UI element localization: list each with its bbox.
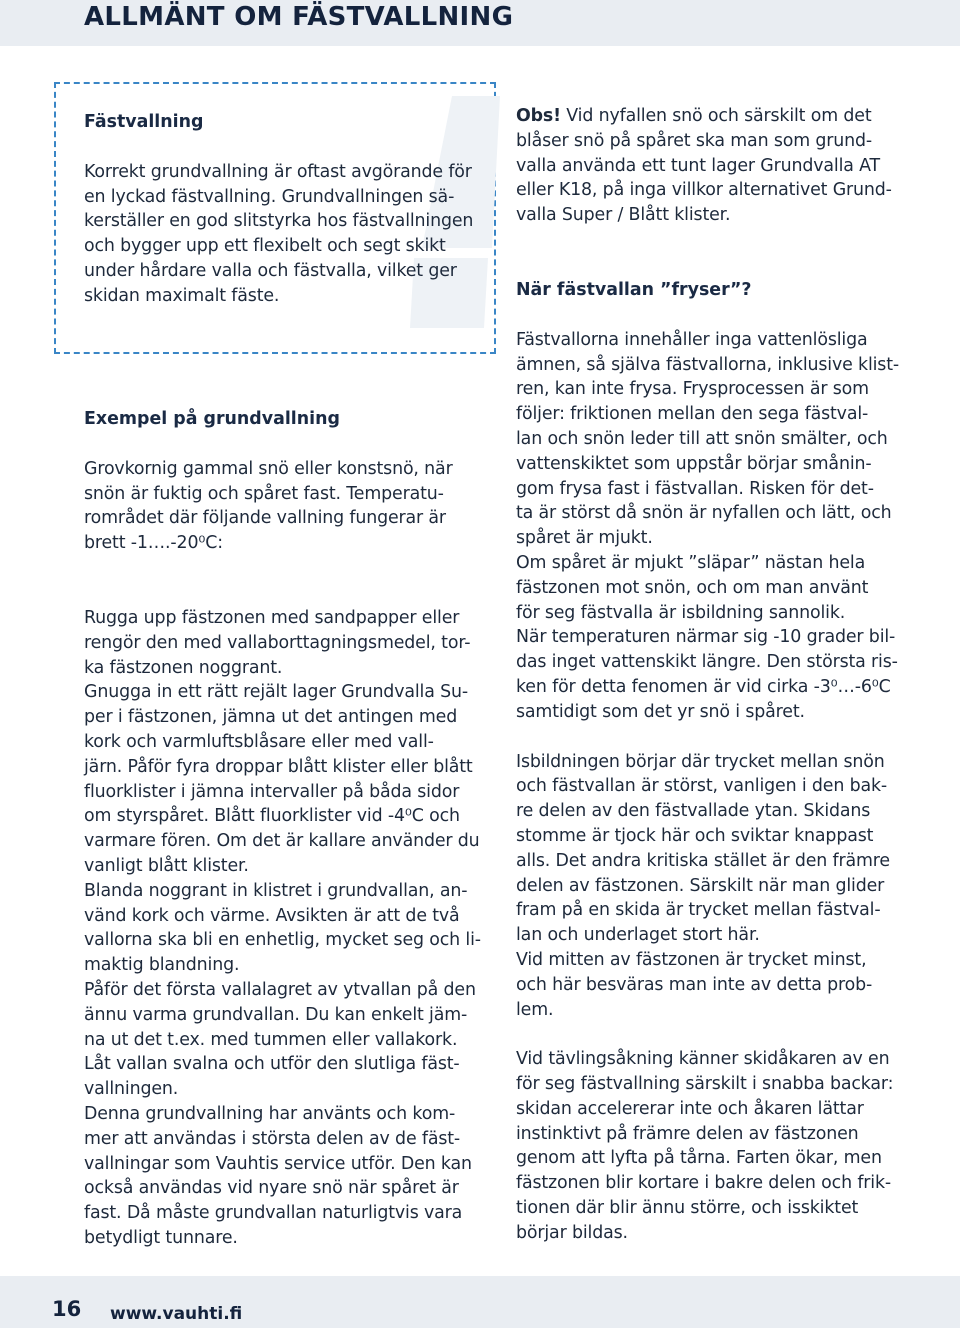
step-line: vänd kork och värme. Avsikten är att de två	[84, 905, 460, 926]
step-line: Rugga upp fästzonen med sandpapper eller	[84, 607, 460, 628]
step-line: mer att användas i största delen av de fäst-	[84, 1128, 461, 1149]
body-line: vattenskiktet som uppstår börjar smånin-	[516, 453, 872, 474]
body-line: fästzonen blir kortare i bakre delen och frik-	[516, 1173, 892, 1194]
body-line: ren, kan inte frysa. Frysprocessen är som	[516, 379, 869, 400]
body-line: fram på en skida är trycket mellan fästval-	[516, 900, 881, 921]
info-box-line: kerställer en god slitstyrka hos fästvallningen	[84, 211, 474, 232]
body-line: lan och snön leder till att snön smälter, och	[516, 428, 888, 449]
body-line: och fästvallan är störst, vanligen i den bak-	[516, 776, 888, 797]
step-line: vanligt blått klister.	[84, 855, 249, 876]
obs-line: valla Super / Blått klister.	[516, 205, 731, 226]
step-line: vallorna ska bli en enhetlig, mycket seg och li-	[84, 930, 481, 951]
step-line: Denna grundvallning har använts och kom-	[84, 1103, 456, 1124]
body-line: fästzonen mot snön, och om man använt	[516, 577, 869, 598]
body-line: gom frysa fast i fästvallan. Risken för det-	[516, 478, 874, 499]
info-box-line: en lyckad fästvallning. Grundvallningen sä-	[84, 186, 455, 207]
body-line: lan och underlaget stort här.	[516, 925, 760, 946]
left-column	[84, 407, 484, 1251]
body-line: Fästvallorna innehåller inga vattenlösliga	[516, 329, 868, 350]
body-line: delen av fästzonen. Särskilt när man glider	[516, 875, 885, 896]
body-line: ämnen, så själva fästvallorna, inklusive klist-	[516, 354, 900, 375]
right-column	[516, 104, 916, 1246]
body-line: spåret är mjukt.	[516, 528, 653, 549]
step-line: vallningen.	[84, 1079, 179, 1100]
body-line: för seg fästvalla är isbildning sannolik.	[516, 602, 846, 623]
obs-line	[516, 104, 916, 129]
intro-line: rområdet där följande vallning fungerar är	[84, 508, 446, 529]
step-line: betydligt tunnare.	[84, 1227, 238, 1248]
body-line: för seg fästvallning särskilt i snabba backar:	[516, 1074, 894, 1095]
question-heading: När fästvallan ”fryser”?	[516, 279, 752, 300]
body-line: Om spåret är mjukt ”släpar” nästan hela	[516, 552, 866, 573]
info-box-line: och bygger upp ett flexibelt och segt skikt	[84, 236, 446, 257]
body-line: lem.	[516, 999, 554, 1020]
body-line: samtidigt som det yr snö i spåret.	[516, 701, 805, 722]
site-url-link[interactable]: www.vauhti.fi	[110, 1304, 243, 1324]
obs-line: eller K18, på inga villkor alternativet Grund-	[516, 180, 892, 201]
body-line: och här besväras man inte av detta prob-	[516, 974, 873, 995]
body-line: das inget vattenskikt längre. Den största ris-	[516, 652, 898, 673]
body-line: genom att lyfta på tårna. Farten ökar, men	[516, 1148, 882, 1169]
step-line: ka fästzonen noggrant.	[84, 657, 283, 678]
intro-line: snön är fuktig och spåret fast. Temperatu-	[84, 483, 444, 504]
section-heading: Exempel på grundvallning	[84, 409, 340, 429]
obs-line: valla använda ett tunt lager Grundvalla AT	[516, 155, 881, 176]
body-line: re delen av den fästvallade ytan. Skidans	[516, 801, 871, 822]
page-number: 16	[52, 1297, 82, 1321]
body-line: alls. Det andra kritiska stället är den främre	[516, 850, 890, 871]
step-line: per i fästzonen, jämna ut det antingen med	[84, 707, 458, 728]
body-line: tionen där blir ännu större, och isskiktet	[516, 1198, 859, 1219]
body-line: skidan accelererar inte och åkaren lättar	[516, 1098, 864, 1119]
step-line: Gnugga in ett rätt rejält lager Grundvalla Su-	[84, 682, 468, 703]
step-line: ännu varma grundvallan. Du kan enkelt jäm-	[84, 1004, 468, 1025]
info-box-line: Korrekt grundvallning är oftast avgörande för	[84, 161, 472, 182]
body-line: stomme är tjock här och sviktar knappast	[516, 825, 874, 846]
body-line: ta är störst då snön är nyfallen och lätt, och	[516, 503, 892, 524]
step-line: om styrspåret. Blått fluorklister vid -4⁰C och	[84, 806, 460, 827]
body-line: ken för detta fenomen är vid cirka -3⁰…-6⁰C	[516, 676, 891, 697]
info-box-line: under hårdare valla och fästvalla, vilket ger	[84, 260, 457, 281]
page-title: ALLMÄNT OM FÄSTVALLNING	[84, 2, 514, 32]
header-band	[0, 0, 960, 46]
step-line: fluorklister i jämna intervaller på båda sidor	[84, 781, 460, 802]
step-line: kork och varmluftsblåsare eller med vall-	[84, 731, 434, 752]
step-line: Blanda noggrant in klistret i grundvallan, an-	[84, 880, 468, 901]
step-line: också användas vid nyare snö när spåret är	[84, 1178, 459, 1199]
step-line: järn. Påför fyra droppar blått klister eller blått	[84, 756, 473, 777]
step-line: maktig blandning.	[84, 955, 240, 976]
step-line: rengör den med vallaborttagningsmedel, tor-	[84, 632, 471, 653]
intro-line: Grovkornig gammal snö eller konstsnö, när	[84, 458, 453, 479]
step-line: na ut det t.ex. med tummen eller vallakork.	[84, 1029, 458, 1050]
info-box-line: skidan maximalt fäste.	[84, 285, 280, 306]
body-line: börjar bildas.	[516, 1222, 628, 1243]
body-line: När temperaturen närmar sig -10 grader bil-	[516, 627, 896, 648]
step-line: vallningar som Vauhtis service utför. Den kan	[84, 1153, 472, 1174]
info-box-title: Fästvallning	[84, 112, 204, 132]
step-line: Påför det första vallalagret av ytvallan på den	[84, 979, 476, 1000]
body-line: Vid mitten av fästzonen är trycket minst,	[516, 949, 867, 970]
step-line: fast. Då måste grundvallan naturligtvis vara	[84, 1203, 463, 1224]
info-box-content	[84, 110, 484, 309]
intro-line: brett -1….-20⁰C:	[84, 533, 223, 554]
body-line: instinktivt på främre delen av fästzonen	[516, 1123, 859, 1144]
obs-line: blåser snö på spåret ska man som grund-	[516, 130, 873, 151]
body-line: följer: friktionen mellan den sega fästval-	[516, 404, 869, 425]
obs-first-text: Vid nyfallen snö och särskilt om det	[560, 106, 872, 126]
body-line: Vid tävlingsåkning känner skidåkaren av en	[516, 1049, 890, 1070]
obs-label: Obs!	[516, 106, 561, 126]
step-line: varmare fören. Om det är kallare använder du	[84, 831, 480, 852]
step-line: Låt vallan svalna och utför den slutliga fäst-	[84, 1054, 460, 1075]
body-line: Isbildningen börjar där trycket mellan snön	[516, 751, 885, 772]
